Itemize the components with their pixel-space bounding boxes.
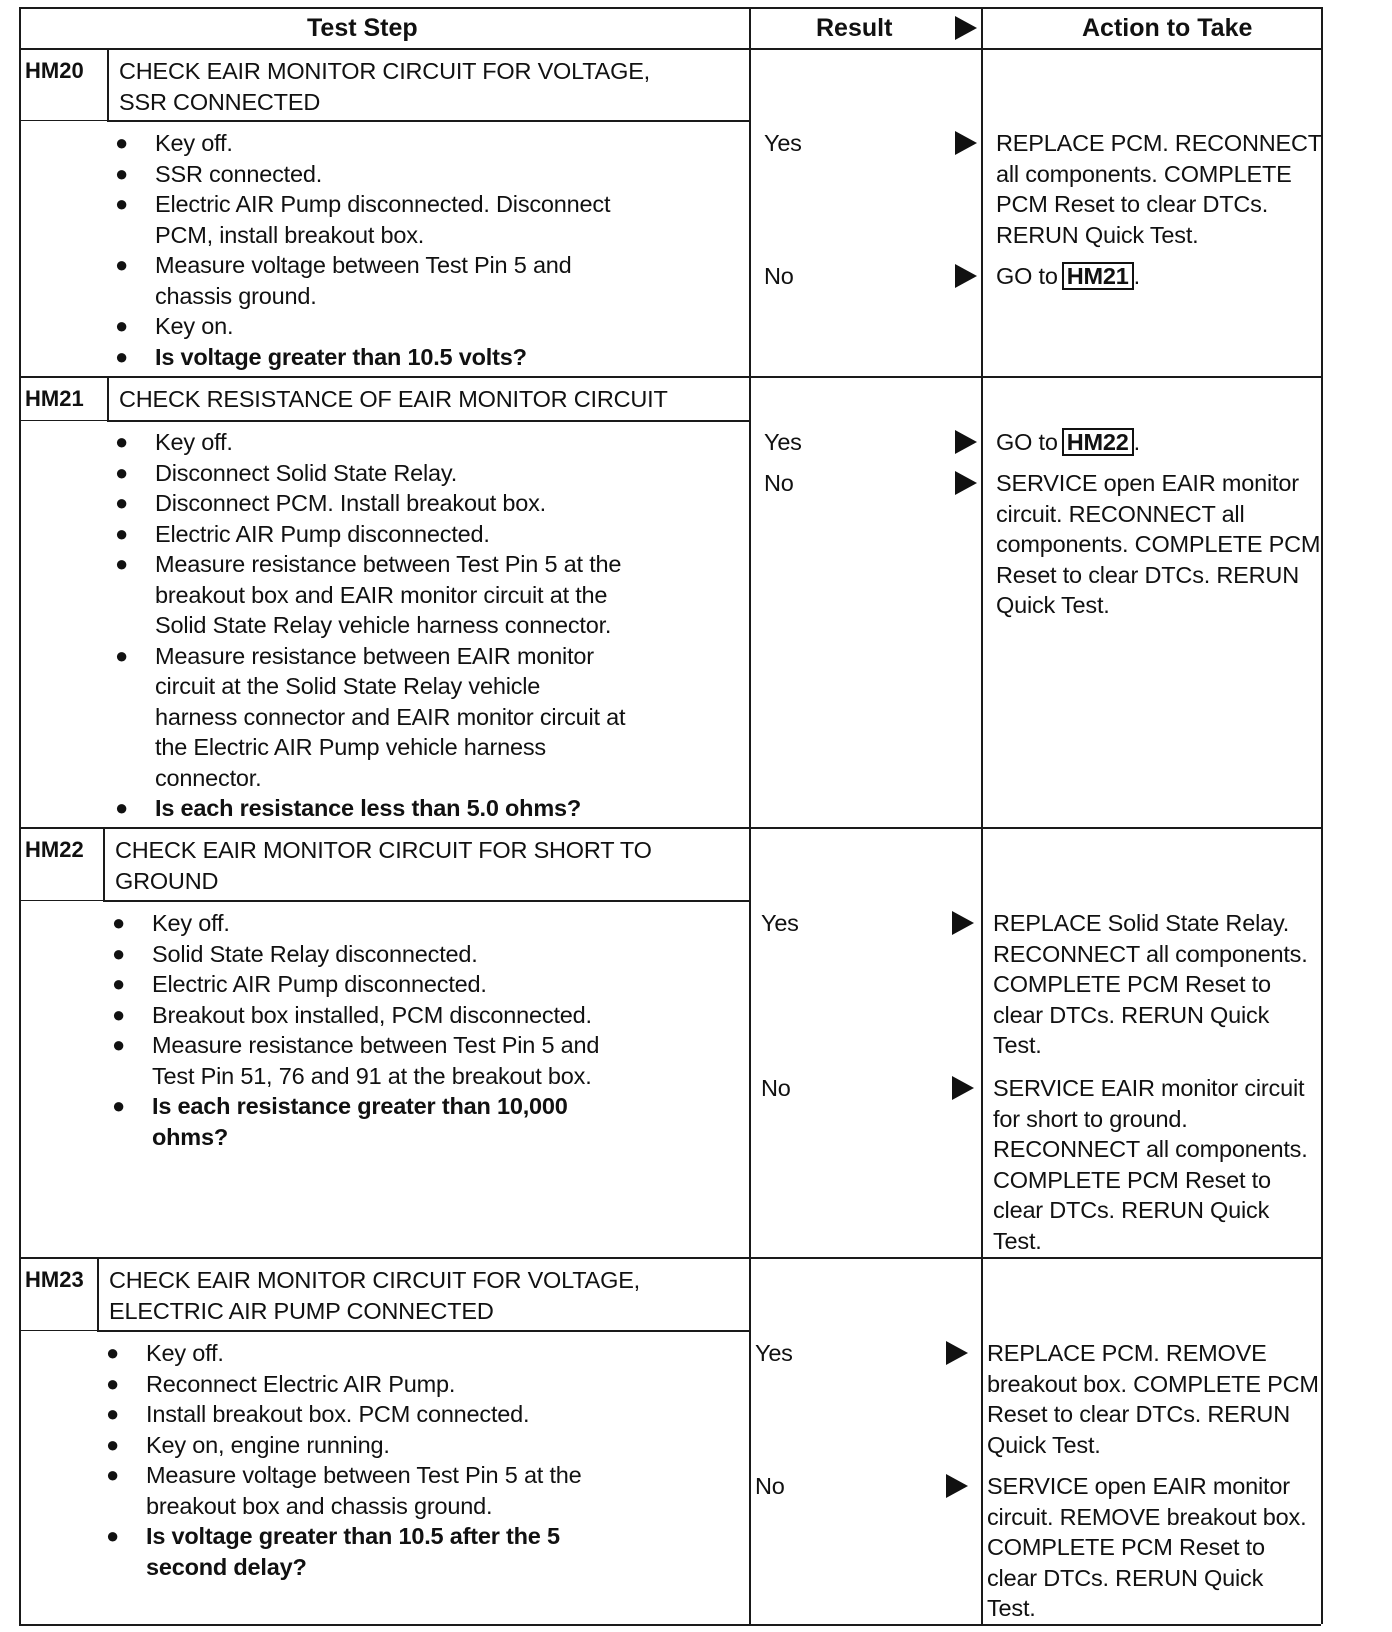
action-text-line: SERVICE open EAIR monitor [987, 1473, 1290, 1499]
bullet-dot-icon: ● [115, 252, 129, 277]
bullet-dot-icon: ● [112, 1032, 126, 1057]
bullet-text-line: connector. [155, 764, 262, 791]
bullet-dot-icon: ● [115, 343, 129, 369]
header-test-step: Test Step [307, 14, 418, 42]
bullet-text-line: Is each resistance less than 5.0 ohms? [155, 795, 582, 821]
action-text-line: COMPLETE PCM Reset to [987, 1534, 1265, 1560]
rule-horizontal [107, 420, 749, 422]
bullet-dot-icon: ● [106, 1431, 120, 1457]
result-label: No [764, 470, 794, 496]
action-text-line: components. COMPLETE PCM [996, 531, 1321, 557]
bullet-text-line: breakout box and EAIR monitor circuit at the [155, 581, 608, 608]
step-code: HM23 [25, 1267, 84, 1292]
result-arrow-icon [946, 1474, 968, 1498]
bullet-text-line: PCM, install breakout box. [155, 221, 425, 248]
bullet-dot-icon: ● [106, 1523, 120, 1548]
bullet-dot-icon: ● [115, 520, 129, 546]
result-arrow-icon [955, 471, 977, 495]
action-text-line: circuit. REMOVE breakout box. [987, 1503, 1307, 1530]
step-title-line: CHECK EAIR MONITOR CIRCUIT FOR SHORT TO [115, 837, 652, 863]
action-text-line: clear DTCs. RERUN Quick [987, 1564, 1264, 1591]
step-title-line: CHECK EAIR MONITOR CIRCUIT FOR VOLTAGE, [109, 1267, 641, 1293]
action-text-line: REPLACE Solid State Relay. [993, 910, 1290, 936]
action-text-line: COMPLETE PCM Reset to [993, 971, 1271, 997]
action-text-line: SERVICE EAIR monitor circuit [993, 1075, 1305, 1101]
action-text-line: Quick Test. [996, 592, 1110, 618]
action-text-line: Test. [993, 1032, 1042, 1058]
action-text-line: COMPLETE PCM Reset to [993, 1166, 1271, 1193]
step-code: HM22 [25, 837, 84, 862]
action-text-line: SERVICE open EAIR monitor [996, 470, 1299, 496]
bullet-text-line: Measure voltage between Test Pin 5 and [155, 252, 572, 278]
result-label: Yes [761, 910, 799, 936]
step-title-line: CHECK EAIR MONITOR CIRCUIT FOR VOLTAGE, [119, 58, 651, 84]
rule-horizontal [19, 900, 103, 901]
bullet-text-line: Is each resistance greater than 10,000 [152, 1093, 568, 1119]
result-arrow-icon [952, 1076, 974, 1100]
rule-horizontal [19, 48, 1321, 50]
result-label: Yes [755, 1340, 793, 1366]
rule-vertical [97, 1257, 99, 1330]
header-action: Action to Take [1082, 14, 1253, 42]
bullet-text-line: Measure resistance between EAIR monitor [155, 642, 594, 669]
bullet-text-line: Is voltage greater than 10.5 volts? [155, 343, 527, 370]
rule-horizontal [19, 120, 107, 121]
bullet-dot-icon: ● [115, 313, 129, 338]
bullet-dot-icon: ● [115, 490, 129, 515]
goto-suffix: . [1133, 263, 1140, 289]
action-text-line: Test. [987, 1595, 1036, 1621]
action-text-line: for short to ground. [993, 1105, 1188, 1132]
action-text-line: Test. [993, 1227, 1042, 1254]
goto-prefix: GO to [996, 263, 1058, 289]
bullet-text-line: Electric AIR Pump disconnected. [155, 520, 490, 547]
rule-horizontal [19, 1257, 1321, 1259]
bullet-text-line: Measure resistance between Test Pin 5 at the [155, 551, 622, 577]
bullet-text-line: Key on, engine running. [146, 1431, 390, 1458]
step-title-line: SSR CONNECTED [119, 88, 321, 115]
rule-horizontal [19, 420, 107, 421]
bullet-dot-icon: ● [106, 1340, 120, 1365]
result-label: No [761, 1075, 791, 1101]
goto-prefix: GO to [996, 429, 1058, 455]
result-arrow-icon [946, 1341, 968, 1365]
action-text-line: all components. COMPLETE [996, 160, 1292, 187]
bullet-text-line: ohms? [152, 1123, 229, 1150]
bullet-dot-icon: ● [115, 191, 129, 216]
bullet-dot-icon: ● [106, 1462, 120, 1487]
result-label: Yes [764, 429, 802, 455]
bullet-text-line: chassis ground. [155, 282, 317, 309]
bullet-dot-icon: ● [106, 1401, 120, 1426]
bullet-dot-icon: ● [112, 940, 126, 966]
goto-suffix: . [1133, 429, 1140, 455]
rule-vertical [107, 376, 109, 420]
step-title-line: GROUND [115, 867, 219, 894]
rule-horizontal [19, 1624, 1321, 1626]
bullet-text-line: Breakout box installed, PCM disconnected. [152, 1001, 592, 1028]
rule-horizontal [103, 900, 749, 902]
bullet-text-line: Electric AIR Pump disconnected. [152, 971, 487, 997]
action-text-line: RECONNECT all components. [993, 1136, 1308, 1162]
bullet-text-line: Key off. [155, 130, 233, 156]
rule-horizontal [107, 120, 749, 122]
action-goto [996, 261, 1140, 292]
action-text-line: circuit. RECONNECT all [996, 500, 1245, 527]
result-arrow-icon [955, 131, 977, 155]
step-reference-link[interactable]: HM22 [1062, 428, 1134, 456]
bullet-text-line: Electric AIR Pump disconnected. Disconnect [155, 191, 611, 217]
action-text-line: clear DTCs. RERUN Quick [993, 1001, 1270, 1028]
bullet-dot-icon: ● [115, 551, 129, 576]
action-text-line: breakout box. COMPLETE PCM [987, 1370, 1319, 1397]
rule-horizontal [19, 827, 1321, 829]
bullet-text-line: breakout box and chassis ground. [146, 1492, 493, 1519]
bullet-dot-icon: ● [115, 795, 129, 820]
action-text-line: REPLACE PCM. REMOVE [987, 1340, 1267, 1366]
result-arrow-icon [952, 911, 974, 935]
rule-vertical [19, 7, 21, 1624]
bullet-dot-icon: ● [115, 160, 129, 186]
result-label: No [755, 1473, 785, 1499]
step-reference-link[interactable]: HM21 [1062, 262, 1134, 290]
result-arrow-icon [955, 264, 977, 288]
action-text-line: Reset to clear DTCs. RERUN [987, 1401, 1290, 1427]
rule-vertical [1321, 7, 1323, 1624]
action-text-line: Quick Test. [987, 1431, 1101, 1458]
bullet-text-line: Install breakout box. PCM connected. [146, 1401, 530, 1427]
bullet-dot-icon: ● [112, 1001, 126, 1027]
step-code: HM21 [25, 386, 84, 411]
bullet-text-line: Solid State Relay disconnected. [152, 940, 478, 967]
rule-vertical [103, 827, 105, 900]
bullet-dot-icon: ● [112, 971, 126, 996]
rule-horizontal [97, 1330, 749, 1332]
bullet-text-line: Reconnect Electric AIR Pump. [146, 1370, 456, 1397]
header-arrow-icon [955, 16, 977, 40]
action-text-line: RECONNECT all components. [993, 940, 1308, 967]
bullet-text-line: Solid State Relay vehicle harness connector. [155, 612, 612, 638]
bullet-text-line: Key off. [146, 1340, 224, 1366]
bullet-text-line: circuit at the Solid State Relay vehicle [155, 673, 541, 699]
result-label: Yes [764, 130, 802, 156]
bullet-dot-icon: ● [115, 130, 129, 155]
bullet-text-line: Disconnect Solid State Relay. [155, 459, 458, 486]
step-title-line: ELECTRIC AIR PUMP CONNECTED [109, 1297, 494, 1324]
rule-horizontal [19, 7, 1321, 9]
bullet-text-line: Test Pin 51, 76 and 91 at the breakout box. [152, 1062, 592, 1089]
rule-vertical [981, 7, 983, 1624]
bullet-text-line: the Electric AIR Pump vehicle harness [155, 734, 546, 760]
action-text-line: clear DTCs. RERUN Quick [993, 1197, 1270, 1223]
bullet-text-line: harness connector and EAIR monitor circuit at [155, 703, 626, 730]
step-title-line: CHECK RESISTANCE OF EAIR MONITOR CIRCUIT [119, 386, 668, 412]
step-code: HM20 [25, 58, 84, 83]
bullet-dot-icon: ● [115, 429, 129, 454]
bullet-text-line: Key off. [152, 910, 230, 936]
result-label: No [764, 263, 794, 289]
action-goto [996, 427, 1140, 458]
bullet-text-line: Measure resistance between Test Pin 5 and [152, 1032, 600, 1058]
bullet-text-line: Disconnect PCM. Install breakout box. [155, 490, 546, 516]
bullet-text-line: Is voltage greater than 10.5 after the 5 [146, 1523, 560, 1549]
bullet-dot-icon: ● [106, 1370, 120, 1396]
bullet-text-line: Key off. [155, 429, 233, 455]
bullet-text-line: Key on. [155, 313, 234, 339]
bullet-dot-icon: ● [115, 459, 129, 485]
bullet-text-line: Measure voltage between Test Pin 5 at the [146, 1462, 582, 1488]
bullet-dot-icon: ● [112, 910, 126, 935]
action-text-line: PCM Reset to clear DTCs. [996, 191, 1269, 217]
bullet-dot-icon: ● [115, 642, 129, 668]
action-text-line: RERUN Quick Test. [996, 221, 1199, 248]
header-result: Result [816, 14, 893, 42]
bullet-text-line: second delay? [146, 1553, 307, 1580]
result-arrow-icon [955, 430, 977, 454]
bullet-dot-icon: ● [112, 1093, 126, 1118]
action-text-line: Reset to clear DTCs. RERUN [996, 561, 1299, 588]
rule-vertical [749, 7, 751, 1624]
rule-horizontal [19, 1330, 97, 1331]
rule-horizontal [19, 376, 1321, 378]
action-text-line: REPLACE PCM. RECONNECT [996, 130, 1322, 156]
rule-vertical [107, 48, 109, 120]
bullet-text-line: SSR connected. [155, 160, 323, 187]
